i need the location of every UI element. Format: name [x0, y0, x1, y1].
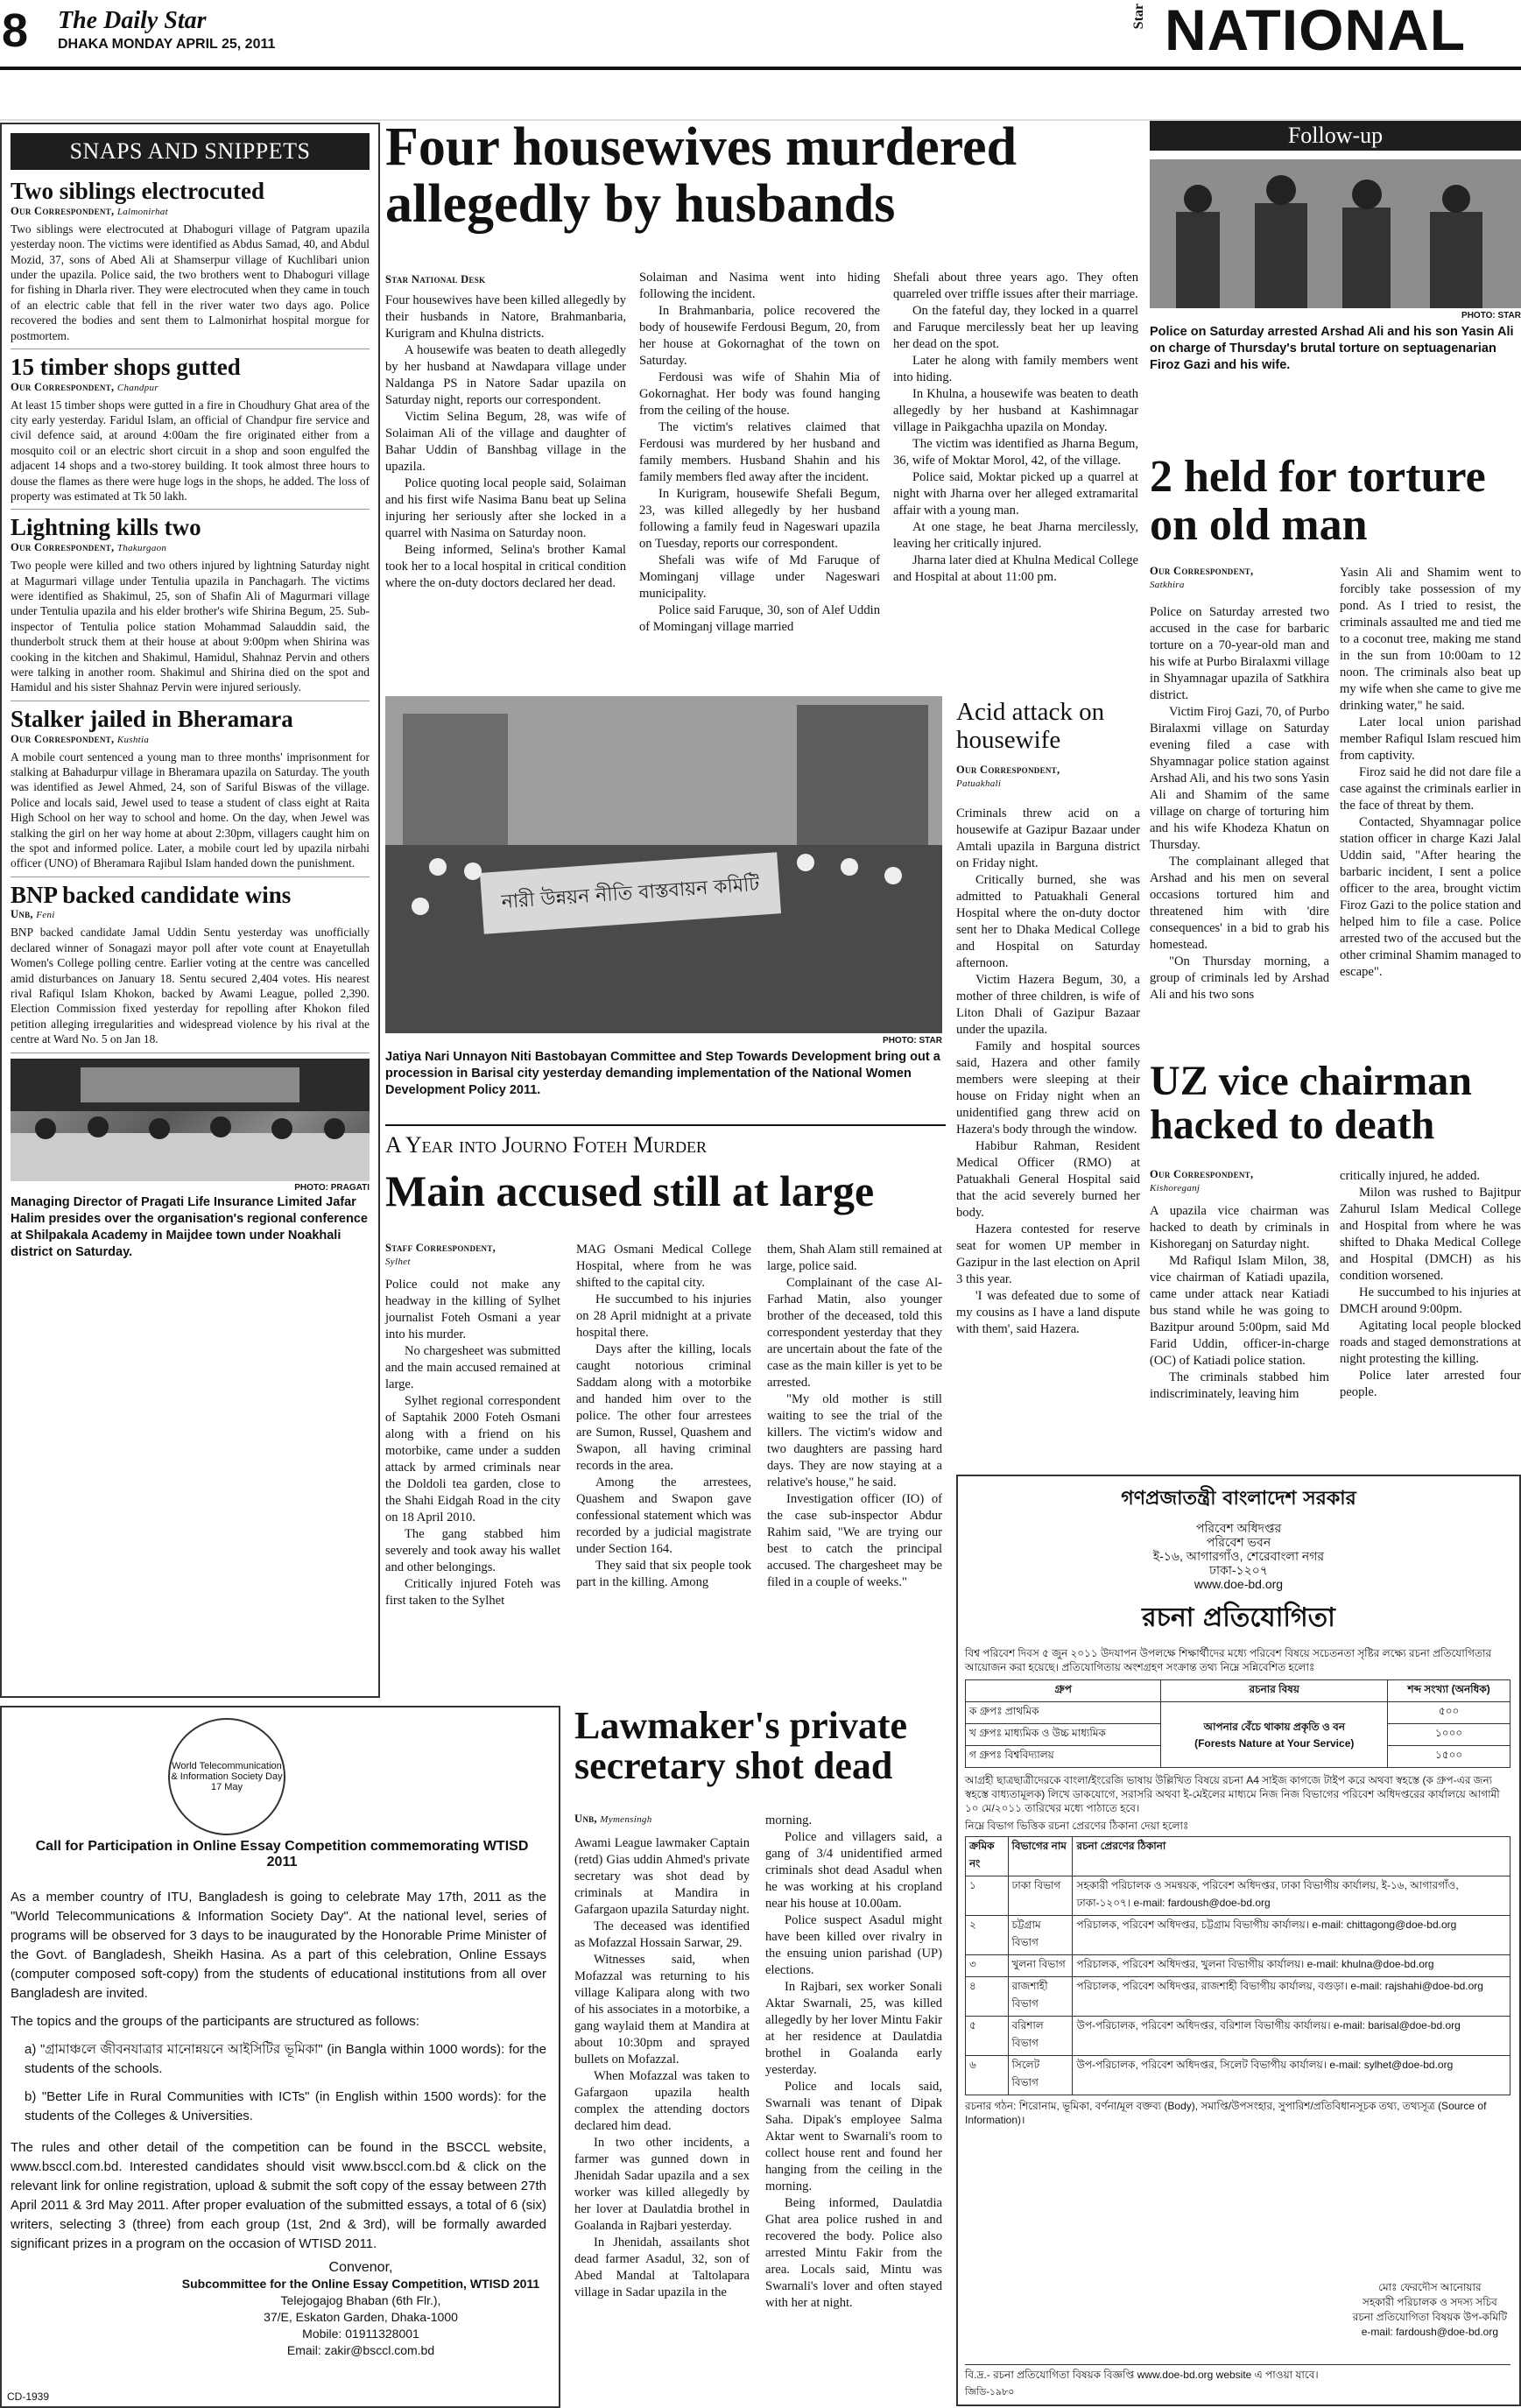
- pragati-photo-illustration: [11, 1059, 370, 1181]
- uz-paragraph: Police later arrested four people.: [1340, 1369, 1521, 1399]
- snippet-place: Kushtia: [116, 734, 150, 745]
- uz-byline-text: Our Correspondent,: [1150, 1168, 1254, 1180]
- doe-topic-table: [965, 1679, 1510, 1768]
- snippet-byline-text: Our Correspondent,: [11, 732, 117, 745]
- uz-paragraph: The criminals stabbed him indiscriminately, leaving him: [1150, 1370, 1329, 1401]
- doe-words-cell: ৫০০: [1388, 1702, 1510, 1724]
- lawmaker-paragraph: Being informed, Daulatdia Ghat area police rushed in and recovered the body. Police also arrested Mintu Fakir from the area. Locals said, Mintu was Swarnali's lover and often stayed with her at night.: [765, 2196, 942, 2310]
- procession-banner: নারী উন্নয়ন নীতি বাস্তবায়ন কমিটি: [500, 873, 761, 914]
- snippet-place: Feni: [36, 910, 55, 921]
- lead-byline: Star National Desk: [385, 273, 486, 285]
- lawmaker-headline: Lawmaker's private secretary shot dead: [574, 1704, 908, 1788]
- itu-topics-lead: The topics and the groups of the participants are structured as follows:: [11, 2014, 419, 2029]
- lead-paragraph: Police quoting local people said, Solaiman and his first wife Nasima Banu beat up Selina injuring her seriously after she locked in a quarrel with Nasima on Saturday noon.: [385, 476, 626, 540]
- lawmaker-paragraph: morning.: [765, 1813, 813, 1827]
- lawmaker-paragraph: In two other incidents, a farmer was gunned down in Jhenidah Sadar upazila and a sex worker was killed allegedly by her lover at Daulatdia brothel in Goalanda in Rajbari yesterday.: [574, 2136, 750, 2233]
- journo-paragraph: "My old mother is still waiting to see the trial of the killers. The victim's widow and two daughters are passing hard days. They are now staying at a relative's house," he said.: [767, 1392, 942, 1489]
- lawmaker-paragraph: Police and locals said, Swarnali was tenant of Dipak Saha. Dipak's employee Salma Aktar went to Swarnali's room to collect house rent and found her hanging from the ceiling in the morning.: [765, 2080, 942, 2193]
- lead-paragraph: Being informed, Selina's brother Kamal took her to a local hospital in critical condition where the on-duty doctors declared her dead.: [385, 543, 626, 590]
- snippet-item: [11, 515, 370, 701]
- doe-topic-head: [966, 1680, 1510, 1702]
- uz-column-1: [1150, 1203, 1329, 1403]
- snippet-body: Two siblings were electrocuted at Dhaboguri village of Patgram upazila yesterday noon. The victims were identified as Abdus Samad, 40, and Abdul Mozid, 37, sons of Abed Ali at Shamserpur village of Kuchlibari union under the upazila. Police said, the two brothers went to Dhaboguri village for fishing in Dharla river. They were electrocuted when they came in touch of an electric cable that fell in the river water two days ago. Police recovered the bodies and sent them to Lalmonirhat hospital morgue for postmortem.: [11, 222, 370, 342]
- snippet-item: [11, 355, 370, 510]
- uz-paragraph: Agitating local people blocked roads and staged demonstrations at night protesting the killing.: [1340, 1319, 1521, 1366]
- snippet-item: [11, 179, 370, 349]
- doe-rule-more: রচনার গঠন: শিরোনাম, ভূমিকা, বর্ণনা/মূল বক্তব্য (Body), সমাপ্তি/উপসংহার, সুপারিশ/প্রতিবিধানসূচক তথ্য, তথ্যসূত্র (Source of Information)।: [965, 2100, 1487, 2126]
- journo-paragraph: Police could not make any headway in the killing of Sylhet journalist Foteh Osmani a year into his murder.: [385, 1278, 560, 1341]
- snaps-box: [0, 123, 380, 1698]
- lead-paragraph: In Khulna, a housewife was beaten to death allegedly by her husband at Kashimnagar village in Paikgachha upazila on Monday.: [893, 387, 1138, 434]
- itu-topic-b: b) "Better Life in Rural Communities with ICTs" (in English within 1500 words): for the students of the Colleges & Universities.: [25, 2089, 546, 2123]
- procession-photo: [385, 696, 942, 1033]
- lead-paragraph: Police said, Moktar picked up a quarrel at night with Jharna over her alleged extramarital affair with a young man.: [893, 470, 1138, 518]
- acid-headline: Acid attack on housewife: [956, 698, 1105, 754]
- doe-office-cell: ৪: [966, 1977, 1009, 2017]
- procession-photo-illustration: [385, 696, 942, 1033]
- doe-office-cell: উপ-পরিচালক, পরিবেশ অধিদপ্তর, সিলেট বিভাগীয় কার্যালয়। e-mail: sylhet@doe-bd.org: [1073, 2056, 1510, 2095]
- doe-office-body: [966, 1876, 1510, 2095]
- lawmaker-column-2: [765, 1813, 942, 2312]
- itu-text: [11, 1888, 546, 2254]
- journo-rule: [385, 1124, 946, 1126]
- acid-paragraph: Victim Hazera Begum, 30, a mother of three children, is wife of Liton Dhali of Gazipur Bazaar under the upazila.: [956, 973, 1140, 1037]
- doe-topic-header-cell: রচনার বিষয়: [1161, 1680, 1388, 1702]
- lead-paragraph: In Kurigram, housewife Shefali Begum, 23, was killed allegedly by her husband following a family feud in Nageswari upazila on Tuesday, reports our correspondent.: [639, 487, 880, 551]
- acid-paragraph: Criminals threw acid on a housewife at Gazipur Bazaar under Amtali upazila in Barguna district on Friday night.: [956, 806, 1140, 870]
- uz-paragraph: A upazila vice chairman was hacked to death by criminals in Kishoreganj on Saturday night.: [1150, 1204, 1329, 1251]
- followup-byline: [1150, 565, 1329, 591]
- journo-paragraph: The gang stabbed him severely and took away his wallet and other belongings.: [385, 1527, 560, 1574]
- doe-office-row: [966, 2017, 1510, 2056]
- doe-code: জিডি-১৯৮০: [965, 2387, 1015, 2397]
- section-star: Star: [1131, 4, 1146, 30]
- pragati-photo: [11, 1059, 370, 1181]
- doe-office-table: [965, 1836, 1510, 2095]
- acid-byline-text: Our Correspondent,: [956, 764, 1060, 776]
- doe-office-cell: ২: [966, 1916, 1009, 1955]
- doe-intro: বিশ্ব পরিবেশ দিবস ৫ জুন ২০১১ উদযাপন উপলক্ষে শিক্ষার্থীদের মধ্যে পরিবেশ বিষয়ে সচেতনতা সৃষ্টির লক্ষ্যে রচনা প্রতিযোগিতার আয়োজন করা হয়েছে। প্রতিযোগিতায় অংশগ্রহণ সংক্রান্ত তথ্য নিম্নে সন্নিবেশিত হলোঃ: [965, 1647, 1492, 1673]
- journo-paragraph: Complainant of the case Al-Farhad Matin, also younger brother of the deceased, told this correspondent yesterday that they are uncertain about the fate of the case as the main killer is yet to be arrested.: [767, 1276, 942, 1390]
- followup-paragraph: "On Thursday morning, a group of criminals led by Arshad Ali and his two sons: [1150, 954, 1329, 1002]
- lawmaker-paragraph: Witnesses said, when Mofazzal was returning to his village Kalipara along with two of his associates in a motorbike, a gang waylaid them at Mandira at about 10:30pm and sprayed bullets on Mofazzal.: [574, 1953, 750, 2067]
- doe-office-cell: খুলনা বিভাগ: [1008, 1955, 1073, 1977]
- uz-headline: UZ vice chairman hacked to death: [1150, 1058, 1472, 1149]
- doe-office-header-cell: বিভাগের নাম: [1008, 1837, 1073, 1876]
- followup-headline: 2 held for torture on old man: [1150, 452, 1486, 550]
- uz-byline: [1150, 1168, 1329, 1194]
- doe-office-cell: বরিশাল বিভাগ: [1008, 2017, 1073, 2056]
- doe-office-row: [966, 1916, 1510, 1955]
- journo-paragraph: He succumbed to his injuries on 28 April midnight at a private hospital there.: [576, 1292, 751, 1340]
- date-line: DHAKA MONDAY APRIL 25, 2011: [58, 37, 276, 52]
- doe-office-cell: চট্টগ্রাম বিভাগ: [1008, 1916, 1073, 1955]
- doe-rule2: আগ্রহী ছাত্রছাত্রীদেরকে বাংলা/ইংরেজি ভাষায় উল্লিখিত বিষয়ে রচনা A4 সাইজ কাগজে টাইপ করে অথবা স্বহস্তে (ক গ্রুপ-এর জন্য স্বহস্তে বাধ্যতামূলক) লিখে ডাকযোগে, সরাসরি অথবা ই-মেইলের মাধ্যমে নিজ নিজ বিভাগের পরিবেশ অধিদপ্তরের কার্যালয়ে আগামী ১০ মে/২০১১ তারিখের মধ্যে পাঠাতে হবে।: [965, 1774, 1500, 1814]
- journo-column-1: [385, 1277, 560, 1609]
- journo-paragraph: Critically injured Foteh was first taken to the Sylhet: [385, 1577, 560, 1608]
- uz-paragraph: He succumbed to his injuries at DMCH around 9:00pm.: [1340, 1285, 1521, 1316]
- doe-signatory: মোঃ ফেরদৌস আনোয়ার: [1378, 2281, 1482, 2293]
- itu-mobile: Mobile: 01911328001: [302, 2327, 419, 2341]
- doe-office-cell: ৬: [966, 2056, 1009, 2095]
- doe-gov: গণপ্রজাতন্ত্রী বাংলাদেশ সরকার: [1121, 1488, 1356, 1510]
- doe-topic-cell: [1161, 1702, 1388, 1768]
- doe-topic-header-cell: শব্দ সংখ্যা (অনধিক): [1388, 1680, 1510, 1702]
- journo-paragraph: Sylhet regional correspondent of Saptahik 2000 Foteh Osmani along with a friend on his motorbike, came under a sudden attack by armed criminals near the Doldoli tea garden, close to the Shahi Eidgah Road in the city on 18 April 2010.: [385, 1394, 560, 1524]
- acid-paragraph: Hazera contested for reserve seat for women UP member in Gazipur in the last election on April 3 this year.: [956, 1222, 1140, 1286]
- doe-group-cell: ক গ্রুপঃ প্রাথমিক: [966, 1702, 1161, 1724]
- lead-paragraph: Shefali was wife of Md Faruque of Mominganj village under Nageswari municipality.: [639, 553, 880, 601]
- uz-paragraph: Milon was rushed to Bajitpur Zahurul Islam Medical College and Hospital from where he was shifted to Dhaka Medical College and Hospital (DMCH) as his condition worsened.: [1340, 1186, 1521, 1283]
- journo-paragraph: They said that six people took part in the killing. Among: [576, 1559, 751, 1589]
- lead-paragraph: Police said Faruque, 30, son of Alef Uddin of Mominganj village married: [639, 603, 880, 634]
- acid-paragraph: 'I was defeated due to some of my cousins as I have a land dispute with them', said Hazera.: [956, 1289, 1140, 1336]
- itu-address2: 37/E, Eskaton Garden, Dhaka-1000: [264, 2310, 458, 2324]
- itu-email: Email: zakir@bsccl.com.bd: [286, 2343, 435, 2357]
- journo-column-3: [767, 1242, 942, 1591]
- followup-column-1: [1150, 604, 1329, 1003]
- followup-paragraph: Police on Saturday arrested two accused in the case for barbaric torture on a 70-year-old man and his wife at Purbo Biralaxmi village in Shyamnagar upazila of Satkhira district.: [1150, 605, 1329, 702]
- doe-words-cell: ১৫০০: [1388, 1746, 1510, 1768]
- followup-column-2: [1340, 565, 1521, 981]
- acid-body: [956, 806, 1140, 1338]
- snippet-byline-text: Our Correspondent,: [11, 204, 117, 217]
- doe-building: পরিবেশ ভবন: [1206, 1535, 1271, 1549]
- pragati-caption: Managing Director of Pragati Life Insurance Limited Jafar Halim presides over the organisation's regional conference at Shilpakala Academy in Maijdee town under Noakhali district on Saturday.: [11, 1194, 368, 1259]
- snippet-byline-text: Our Correspondent,: [11, 541, 117, 554]
- uz-place: Kishoreganj: [1150, 1183, 1201, 1193]
- masthead-rule: [0, 67, 1521, 70]
- acid-paragraph: Critically burned, she was admitted to Patuakhali General Hospital where the on-duty doctor sent her to Dhaka Medical College and Hospital on Saturday afternoon.: [956, 873, 1140, 970]
- snippet-body: BNP backed candidate Jamal Uddin Sentu yesterday was unofficially declared winner of Sonagazi mayor poll after vote count at Enayetullah Women's College polling centre. Earlier voting at the centre was cancelled amid disturbances on January 18. Sentu secured 2,404 votes. His nearest rival Rafiqul Islam Khokon, backed by Awami League, polled 2,390. Election Commission fixed yesterday for repolling after Khokon filed petition alleging irregularities and widespread violence by his rival at the centre at Ward No. 5 on Jan 18.: [11, 926, 370, 1046]
- lead-paragraph: Victim Selina Begum, 28, was wife of Solaiman Ali of the village and daughter of Bahar Uddin of Banshbag village in the upazila.: [385, 410, 626, 474]
- itu-code: CD-1939: [7, 2390, 50, 2403]
- lawmaker-paragraph: The deceased was identified as Mofazzal Hossain Sarwar, 29.: [574, 1919, 750, 1950]
- snippet-byline: [11, 381, 370, 394]
- doe-topic-bn: আপনার বেঁচে থাকায় প্রকৃতি ও বন: [1203, 1721, 1346, 1733]
- lawmaker-paragraph: Awami League lawmaker Captain (retd) Gias uddin Ahmed's private secretary was shot dead by criminals at Mandira in Gafargaon upazila Saturday night.: [574, 1836, 750, 1917]
- doe-header: [958, 1476, 1519, 1641]
- doe-office-head: [966, 1837, 1510, 1876]
- itu-title: Call for Participation in Online Essay Competition commemorating WTISD 2011: [35, 1839, 529, 1869]
- doe-sig-title: সহকারী পরিচালক ও সদস্য সচিব: [1362, 2296, 1497, 2308]
- followup-paragraph: Yasin Ali and Shamim went to forcibly take possession of my pond. As I tried to resist, the criminals assaulted me and tied me to a coconut tree, making me stand in the sun from 10:00am to 12 noon. The criminals also beat up my wife when she came to give me drinking water," he said.: [1340, 566, 1521, 713]
- doe-office-cell: ৫: [966, 2017, 1009, 2056]
- itu-ad: [0, 1706, 560, 2408]
- doe-office-header-cell: রচনা প্রেরণের ঠিকানা: [1073, 1837, 1510, 1876]
- itu-logo-text: World Telecommunication & Information Society Day 17 May: [171, 1761, 283, 1792]
- itu-committee: Subcommittee for the Online Essay Competition, WTISD 2011: [181, 2277, 540, 2291]
- journo-paragraph: No chargesheet was submitted and the main accused remained at large.: [385, 1344, 560, 1391]
- lead-paragraph: Shefali about three years ago. They often quarreled over triffle issues after their marriage.: [893, 271, 1138, 301]
- snippet-headline: Two siblings electrocuted: [11, 178, 264, 204]
- followup-label: Follow-up: [1150, 121, 1521, 151]
- doe-office-row: [966, 2056, 1510, 2095]
- lead-paragraph: In Brahmanbaria, police recovered the body of housewife Ferdousi Begum, 20, from her house at Gokornaghat of the town on Saturday.: [639, 304, 880, 368]
- lead-column-1: [385, 292, 626, 592]
- doe-footer-note: বি.দ্র.- রচনা প্রতিযোগিতা বিষয়ক বিজ্ঞপ্তি www.doe-bd.org website এ পাওয়া যাবে।: [965, 2364, 1510, 2382]
- followup-photo-illustration: [1150, 159, 1521, 308]
- doe-topic-header-cell: গ্রুপ: [966, 1680, 1161, 1702]
- journo-place: Sylhet: [385, 1257, 411, 1267]
- itu-convenor: Convenor,: [328, 2260, 393, 2275]
- lead-paragraph: A housewife was beaten to death allegedly by her husband at Nawdapara village under Naldanga PS in Natore Sadar upazila on Saturday night, reports our correspondent.: [385, 343, 626, 407]
- doe-sig-email: e-mail: fardoush@doe-bd.org: [1361, 2326, 1498, 2338]
- uz-paragraph: critically injured, he added.: [1340, 1169, 1481, 1183]
- section-title: NATIONAL: [1165, 0, 1467, 62]
- doe-sig-committee: রচনা প্রতিযোগিতা বিষয়ক উপ-কমিটি: [1352, 2311, 1507, 2323]
- doe-office-row: [966, 1955, 1510, 1977]
- journo-paragraph: Investigation officer (IO) of the case sub-inspector Abdur Rahim said, "We are trying our best to catch the principal accused. The chargesheet may be filed in a couple of weeks.": [767, 1492, 942, 1589]
- followup-paragraph: Firoz said he did not dare file a case against the criminals earlier in the face of threat by them.: [1340, 765, 1521, 813]
- snaps-title: SNAPS AND SNIPPETS: [11, 133, 370, 170]
- snippet-byline-text: Unb,: [11, 908, 37, 921]
- doe-web: www.doe-bd.org: [1194, 1577, 1284, 1591]
- lawmaker-column-1: [574, 1835, 750, 2301]
- snippet-body: Two people were killed and two others injured by lightning Saturday night at Magurmari village under Tentulia upazila in Panchagarh. The victims were identified as Shakimul, 25, son of Shafin Ali of Magurmari village under Tentulia upazila and his elder brother's wife Shirina Begum, 25. Sub-inspector of Tentulia police station Mohammad Salauddin said, the thunderbolt struck them at their house at about 9:00pm when Shirina was cooking in the kitchen and Shakimul, Hamidul, Shahnaz Pervin and others were talking in another room. Shakimul and Shirina died on the spot and Hamidul and his sister Shahnaz Pervin were injured seriously.: [11, 559, 370, 694]
- lawmaker-paragraph: In Jhenidah, assailants shot dead farmer Asadul, 32, son of Abed Mandal at Taltolapara village in Sadar upazila in the: [574, 2235, 750, 2299]
- doe-office-cell: পরিচালক, পরিবেশ অধিদপ্তর, খুলনা বিভাগীয় কার্যালয়। e-mail: khulna@doe-bd.org: [1073, 1955, 1510, 1977]
- top-margin: [0, 72, 1521, 121]
- doe-ad: [956, 1475, 1521, 2406]
- doe-signature: [1353, 2280, 1507, 2340]
- snippet-place: Chandpur: [116, 382, 158, 393]
- journo-paragraph: MAG Osmani Medical College Hospital, where from he was shifted to the capital city.: [576, 1243, 751, 1290]
- itu-intro: As a member country of ITU, Bangladesh is going to celebrate May 17th, 2011 as the "World Telecommunications & Information Society Day". At the national level, series of programs will be observed for 3 days to be inaugurated by the Honorable Prime Minister of the Govt. of Bangladesh, Sheikh Hasina. As a part of this celebration, Online Essays (computer composed soft-copy) from the students of educational institutions from all over Bangladesh are invited.: [11, 1890, 546, 2001]
- doe-group-cell: খ গ্রুপঃ মাধ্যমিক ও উচ্চ মাধ্যমিক: [966, 1724, 1161, 1746]
- snaps-items: [2, 179, 378, 1053]
- followup-place: Satkhira: [1150, 580, 1185, 590]
- lead-column-2: [639, 270, 880, 636]
- lawmaker-paragraph: In Rajbari, sex worker Sonali Aktar Swarnali, 25, was killed allegedly by her lover Mintu Fakir at her residence at Daulatdia brothel in Goalanda early yesterday.: [765, 1980, 942, 2077]
- followup-paragraph: The complainant alleged that Arshad and his men on several occasions tortured him and threatened him with 'dire consequences' in a bid to grab his homestead.: [1150, 855, 1329, 952]
- doe-topic-en: (Forests Nature at Your Service): [1194, 1737, 1355, 1750]
- followup-caption: Police on Saturday arrested Arshad Ali and his son Yasin Ali on charge of Thursday's brutal torture on septuagenarian Firoz Gazi and his wife.: [1150, 325, 1514, 372]
- lead-paragraph: On the fateful day, they locked in a quarrel and Faruque mercilessly beat her up leaving her dead on the spot.: [893, 304, 1138, 351]
- snippet-headline: Lightning kills two: [11, 514, 201, 541]
- doe-office-cell: উপ-পরিচালক, পরিবেশ অধিদপ্তর, বরিশাল বিভাগীয় কার্যালয়। e-mail: barisal@doe-bd.org: [1073, 2017, 1510, 2056]
- doe-office-cell: সিলেট বিভাগ: [1008, 2056, 1073, 2095]
- snippet-item: [11, 883, 370, 1053]
- snippet-body: A mobile court sentenced a young man to three months' imprisonment for stalking at Bahadurpur village in Bheramara upazila on Saturday. The youth was identified as Jewel Ahmed, 24, son of Sariful Biswas of the village. Police and locals said, Jewel used to tease a student of class eight at Raita High School on her way to school and home. On the day, when Jewel was stalking the girl on her way home at about 2:30pm, villagers caught him on the spot and informed police. Later, a mobile court led by upazila nirbahi officer (UNO) of Bheramara Rajibul Islam handed down the punishment.: [11, 750, 370, 870]
- journo-headline: Main accused still at large: [385, 1166, 875, 1215]
- doe-office-cell: পরিচালক, পরিবেশ অধিদপ্তর, রাজশাহী বিভাগীয় কার্যালয়, বগুড়া। e-mail: rajshahi@doe-bd.org: [1073, 1977, 1510, 2017]
- doe-office-cell: রাজশাহী বিভাগ: [1008, 1977, 1073, 2017]
- acid-byline: [956, 764, 1140, 790]
- snippet-byline: [11, 733, 370, 746]
- snippet-place: Thakurgaon: [116, 543, 167, 554]
- itu-rules: The rules and other detail of the competition can be found in the BSCCL website, www.bsccl.com.bd. Interested candidates should visit www.bsccl.com.bd & click on the relevant link for online registration, upload & submit the soft copy of the essay between 27th April 2011 & 3rd May 2011. After proper evaluation of the submitted essays, a total of 6 (six) writers, selecting 3 (three) from each group (1st, 2nd & 3rd), will be formally awarded significant prizes in a program on the occasion of WTISD 2011.: [11, 2140, 546, 2251]
- journo-column-2: [576, 1242, 751, 1591]
- journo-kicker: A Year into Journo Foteh Murder: [385, 1132, 708, 1158]
- lead-paragraph: The victim was identified as Jharna Begum, 36, wife of Moktar Morol, 42, of the village.: [893, 437, 1138, 468]
- lead-paragraph: The victim's relatives claimed that Ferdousi was murdered by her husband and family members. Husband Shahin and his family members fled away after the incident.: [639, 420, 880, 484]
- journo-paragraph: Days after the killing, locals caught notorious criminal Saddam along with a motorbike and handed him over to the police. The other four arrestees are Sumon, Russel, Quashem and Swapon, all having criminal records in the area.: [576, 1342, 751, 1473]
- lawmaker-byline-text: Unb,: [574, 1813, 597, 1825]
- itu-address1: Telejogajog Bhaban (6th Flr.),: [280, 2293, 441, 2307]
- doe-office-cell: ঢাকা বিভাগ: [1008, 1876, 1073, 1916]
- snippet-headline: BNP backed candidate wins: [11, 881, 292, 908]
- doe-office-cell: ১: [966, 1876, 1009, 1916]
- doe-topic-row: [966, 1702, 1510, 1724]
- doe-group-cell: গ গ্রুপঃ বিশ্ববিদ্যালয়: [966, 1746, 1161, 1768]
- lawmaker-paragraph: When Mofazzal was taken to Gafargaon upazila health complex the attending doctors declared him dead.: [574, 2069, 750, 2133]
- doe-office-cell: পরিচালক, পরিবেশ অধিদপ্তর, চট্টগ্রাম বিভাগীয় কার্যালয়। e-mail: chittagong@doe-bd.org: [1073, 1916, 1510, 1955]
- doe-office-header-cell: ক্রমিক নং: [966, 1837, 1009, 1876]
- doe-topic-body: [966, 1702, 1510, 1768]
- uz-paragraph: Md Rafiqul Islam Milon, 38, vice chairman of Katiadi upazila, came under attack near Katiadi bus stand while he was going to Bazitpur around 5:00pm, said Md Farid Uddin, officer-in-charge (OC) of Katiadi police station.: [1150, 1254, 1329, 1368]
- doe-city: ঢাকা-১২০৭: [1209, 1563, 1268, 1577]
- snippet-headline: Stalker jailed in Bheramara: [11, 705, 293, 732]
- paper-logo: The Daily Star: [58, 7, 207, 34]
- snippet-item: [11, 707, 370, 877]
- doe-ministry: পরিবেশ অধিদপ্তর: [1195, 1521, 1282, 1535]
- doe-address: ই-১৬, আগারগাঁও, শেরেবাংলা নগর: [1152, 1549, 1325, 1563]
- uz-column-2: [1340, 1168, 1521, 1401]
- pragati-credit: PHOTO: PRAGATI: [294, 1182, 370, 1193]
- journo-paragraph: Among the arrestees, Quashem and Swapon gave confessional statement which was recorded by a judicial magistrate under Section 164.: [576, 1475, 751, 1556]
- lawmaker-byline: [574, 1813, 750, 1826]
- snippet-divider: [11, 509, 370, 510]
- journo-byline-text: Staff Correspondent,: [385, 1242, 496, 1254]
- lead-paragraph: At one stage, he beat Jharna mercilessly, leaving her critically injured.: [893, 520, 1138, 551]
- snippet-byline: [11, 908, 370, 921]
- followup-paragraph: Later local union parishad member Rafiqul Islam rescued him from captivity.: [1340, 715, 1521, 763]
- doe-office-cell: সহকারী পরিচালক ও সমন্বয়ক, পরিবেশ অধিদপ্তর, ঢাকা বিভাগীয় কার্যালয়, ই-১৬, আগারগাঁও, ঢাকা-১২০৭। e-mail: fardoush@doe-bd.org: [1073, 1876, 1510, 1916]
- followup-photo: [1150, 159, 1521, 308]
- snippet-byline: [11, 541, 370, 554]
- lead-paragraph: Solaiman and Nasima went into hiding following the incident.: [639, 271, 880, 301]
- snippet-byline-text: Our Correspondent,: [11, 380, 117, 393]
- lawmaker-paragraph: Police and villagers said, a gang of 3/4 unidentified armed criminals shot dead Asadul when he was working at his cropland near his house at 10.00am.: [765, 1830, 942, 1911]
- doe-rule3: নিম্নে বিভাগ ভিত্তিক রচনা প্রেরণের ঠিকানা দেয়া হলোঃ: [965, 1820, 1189, 1832]
- lead-column-3: [893, 270, 1138, 586]
- followup-paragraph: Contacted, Shyamnagar police station officer in charge Kazi Jalal Uddin said, "After hearing the barbaric incident, I sent a police officer to the area, brought victim Firoz Gazi to the police station and helped him to file a case. Police arrested two of the accused but the other criminal Shamim managed to escape".: [1340, 815, 1521, 979]
- doe-office-row: [966, 1876, 1510, 1916]
- itu-logo: [168, 1718, 285, 1835]
- acid-paragraph: Habibur Rahman, Resident Medical Officer (RMO) at Patuakhali General Hospital said that the acid severely burned her body.: [956, 1139, 1140, 1220]
- procession-caption: Jatiya Nari Unnayon Niti Bastobayan Committee and Step Towards Development bring out a procession in Barisal city yesterday demanding implementation of the National Women Development Policy 2011.: [385, 1050, 940, 1097]
- doe-title: রচনা প্রতিযোগিতা: [1142, 1602, 1335, 1633]
- snippet-place: Lalmonirhat: [116, 206, 168, 217]
- snippet-byline: [11, 205, 370, 218]
- followup-credit: PHOTO: STAR: [1461, 311, 1521, 320]
- snippet-headline: 15 timber shops gutted: [11, 353, 241, 380]
- acid-paragraph: Family and hospital sources said, Hazera and other family members were sleeping at their house on Friday night when an unidentified gang threw acid on Hazera's body through the window.: [956, 1039, 1140, 1137]
- lawmaker-paragraph: Police suspect Asadul might have been killed over rivalry in the ensuing union parishad (UP) elections.: [765, 1913, 942, 1977]
- doe-words-cell: ১০০০: [1388, 1724, 1510, 1746]
- itu-contact: [168, 2259, 553, 2359]
- lead-paragraph: Four housewives have been killed allegedly by their husbands in Natore, Brahmanbaria, Kurigram and Khulna districts.: [385, 293, 626, 341]
- itu-topic-a: a) "গ্রামাঞ্চলে জীবনযাত্রার মানোন্নয়নে আইসিটির ভূমিকা" (in Bangla within 1000 words): for the students of the schools.: [25, 2042, 546, 2076]
- followup-paragraph: Victim Firoj Gazi, 70, of Purbo Biralaxmi village on Saturday evening filed a case with Shyamnagar police station against Arshad Ali, and his two sons Yasin Ali and Shamim of the same village on charge of torturing him and his wife Khodeza Khatun on Thursday.: [1150, 705, 1329, 852]
- snippet-body: At least 15 timber shops were gutted in a fire in Choudhury Ghat area of the city early yesterday. Faridul Islam, an official of Chandpur fire service and civil defence said, at around 4:00am the fire originated either from a mosquito coil or an electric short circuit in a shop and soon engulfed the adjacent 14 shops and a two-storey building. It took almost three hours to douse the flames as there were huge logs in the shops, he added. The loss of property was estimated at Tk 50 lakh.: [11, 398, 370, 503]
- lead-headline: Four housewives murdered allegedly by husbands: [385, 117, 1018, 235]
- acid-place: Patuakhali: [956, 778, 1002, 789]
- procession-credit: PHOTO: STAR: [883, 1036, 942, 1046]
- journo-byline: [385, 1242, 560, 1268]
- lead-paragraph: Jharna later died at Khulna Medical College and Hospital at about 11:00 pm.: [893, 553, 1138, 584]
- lawmaker-place: Mymensingh: [600, 1814, 652, 1825]
- doe-office-row: [966, 1977, 1510, 2017]
- lead-paragraph: Ferdousi was wife of Shahin Mia of Gokornaghat. Her body was found hanging from the ceiling of the house.: [639, 370, 880, 418]
- page-number: 8: [2, 4, 29, 57]
- doe-office-cell: ৩: [966, 1955, 1009, 1977]
- followup-byline-text: Our Correspondent,: [1150, 565, 1254, 577]
- lead-paragraph: Later he along with family members went into hiding.: [893, 354, 1138, 384]
- journo-paragraph: them, Shah Alam still remained at large, police said.: [767, 1243, 942, 1273]
